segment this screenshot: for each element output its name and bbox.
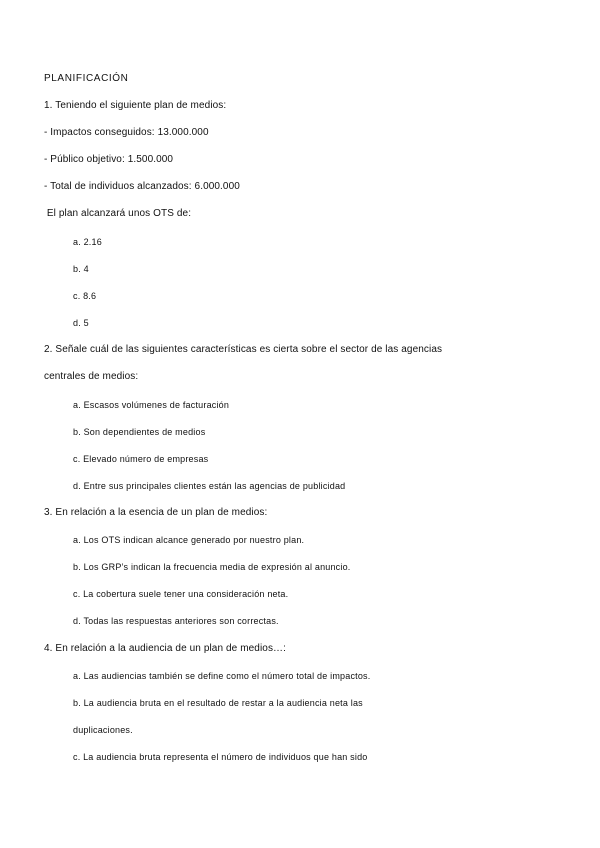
question-1-option-d: d. 5	[73, 318, 89, 328]
question-4-option-a: a. Las audiencias también se define como el número total de impactos.	[73, 671, 371, 681]
question-2-option-a: a. Escasos volúmenes de facturación	[73, 400, 230, 410]
question-3-option-b: b. Los GRP’s indican la frecuencia media de expresión al anuncio.	[73, 562, 351, 572]
question-2-stem-line-1: 2. Señale cuál de las siguientes características es cierta sobre el sector de las agencias	[44, 344, 443, 355]
question-4-option-b: b. La audiencia bruta en el resultado de restar a la audiencia neta las	[73, 698, 363, 708]
document-heading: PLANIFICACIÓN	[44, 73, 129, 84]
question-2-option-c: c. Elevado número de empresas	[73, 454, 209, 464]
question-4-stem: 4. En relación a la audiencia de un plan de medios…:	[44, 643, 287, 654]
question-4-option-c: c. La audiencia bruta representa el número de individuos que han sido	[73, 752, 368, 762]
question-1-fact-reach: - Total de individuos alcanzados: 6.000.000	[44, 181, 240, 192]
question-2-option-b: b. Son dependientes de medios	[73, 427, 206, 437]
question-3-option-a: a. Los OTS indican alcance generado por nuestro plan.	[73, 535, 305, 545]
question-1-stem: El plan alcanzará unos OTS de:	[44, 208, 192, 219]
question-1-fact-target: - Público objetivo: 1.500.000	[44, 154, 174, 165]
question-1-intro: 1. Teniendo el siguiente plan de medios:	[44, 100, 227, 111]
question-1-option-c: c. 8.6	[73, 291, 97, 301]
question-2-option-d: d. Entre sus principales clientes están las agencias de publicidad	[73, 481, 346, 491]
question-4-option-b-continued: duplicaciones.	[73, 725, 133, 735]
question-1-option-b: b. 4	[73, 264, 89, 274]
question-3-option-c: c. La cobertura suele tener una consideración neta.	[73, 589, 289, 599]
question-1-fact-impacts: - Impactos conseguidos: 13.000.000	[44, 127, 209, 138]
question-2-stem-line-2: centrales de medios:	[44, 371, 139, 382]
question-1-option-a: a. 2.16	[73, 237, 102, 247]
question-3-option-d: d. Todas las respuestas anteriores son correctas.	[73, 616, 279, 626]
question-3-stem: 3. En relación a la esencia de un plan de medios:	[44, 507, 268, 518]
